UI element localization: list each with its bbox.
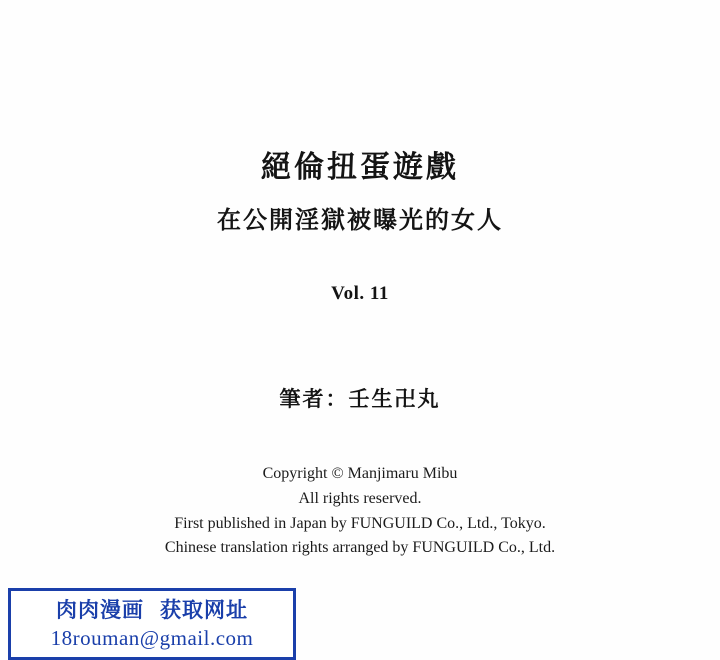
- page-title: 絕倫扭蛋遊戲: [261, 150, 459, 185]
- copyright-block: [0, 462, 720, 561]
- copyright-line: Copyright © Manjimaru Mibu: [262, 465, 458, 482]
- copyright-line: First published in Japan by FUNGUILD Co., Ltd., Tokyo.: [174, 514, 546, 532]
- watermark-badge: [8, 588, 296, 660]
- volume-label: Vol. 11: [331, 283, 389, 304]
- author-label: 筆者：壬生卍丸: [279, 386, 441, 411]
- watermark-top-row: [11, 594, 293, 624]
- watermark-email: 18rouman@gmail.com: [50, 626, 254, 650]
- page-subtitle: 在公開淫獄被曝光的女人: [217, 204, 503, 234]
- title-block: [0, 148, 720, 236]
- copyright-line: Chinese translation rights arranged by FUNGUILD Co., Ltd.: [164, 539, 556, 557]
- watermark-brand: 肉肉漫画: [56, 598, 144, 622]
- watermark-action: 获取网址: [160, 598, 248, 622]
- copyright-line: All rights reserved.: [298, 489, 422, 507]
